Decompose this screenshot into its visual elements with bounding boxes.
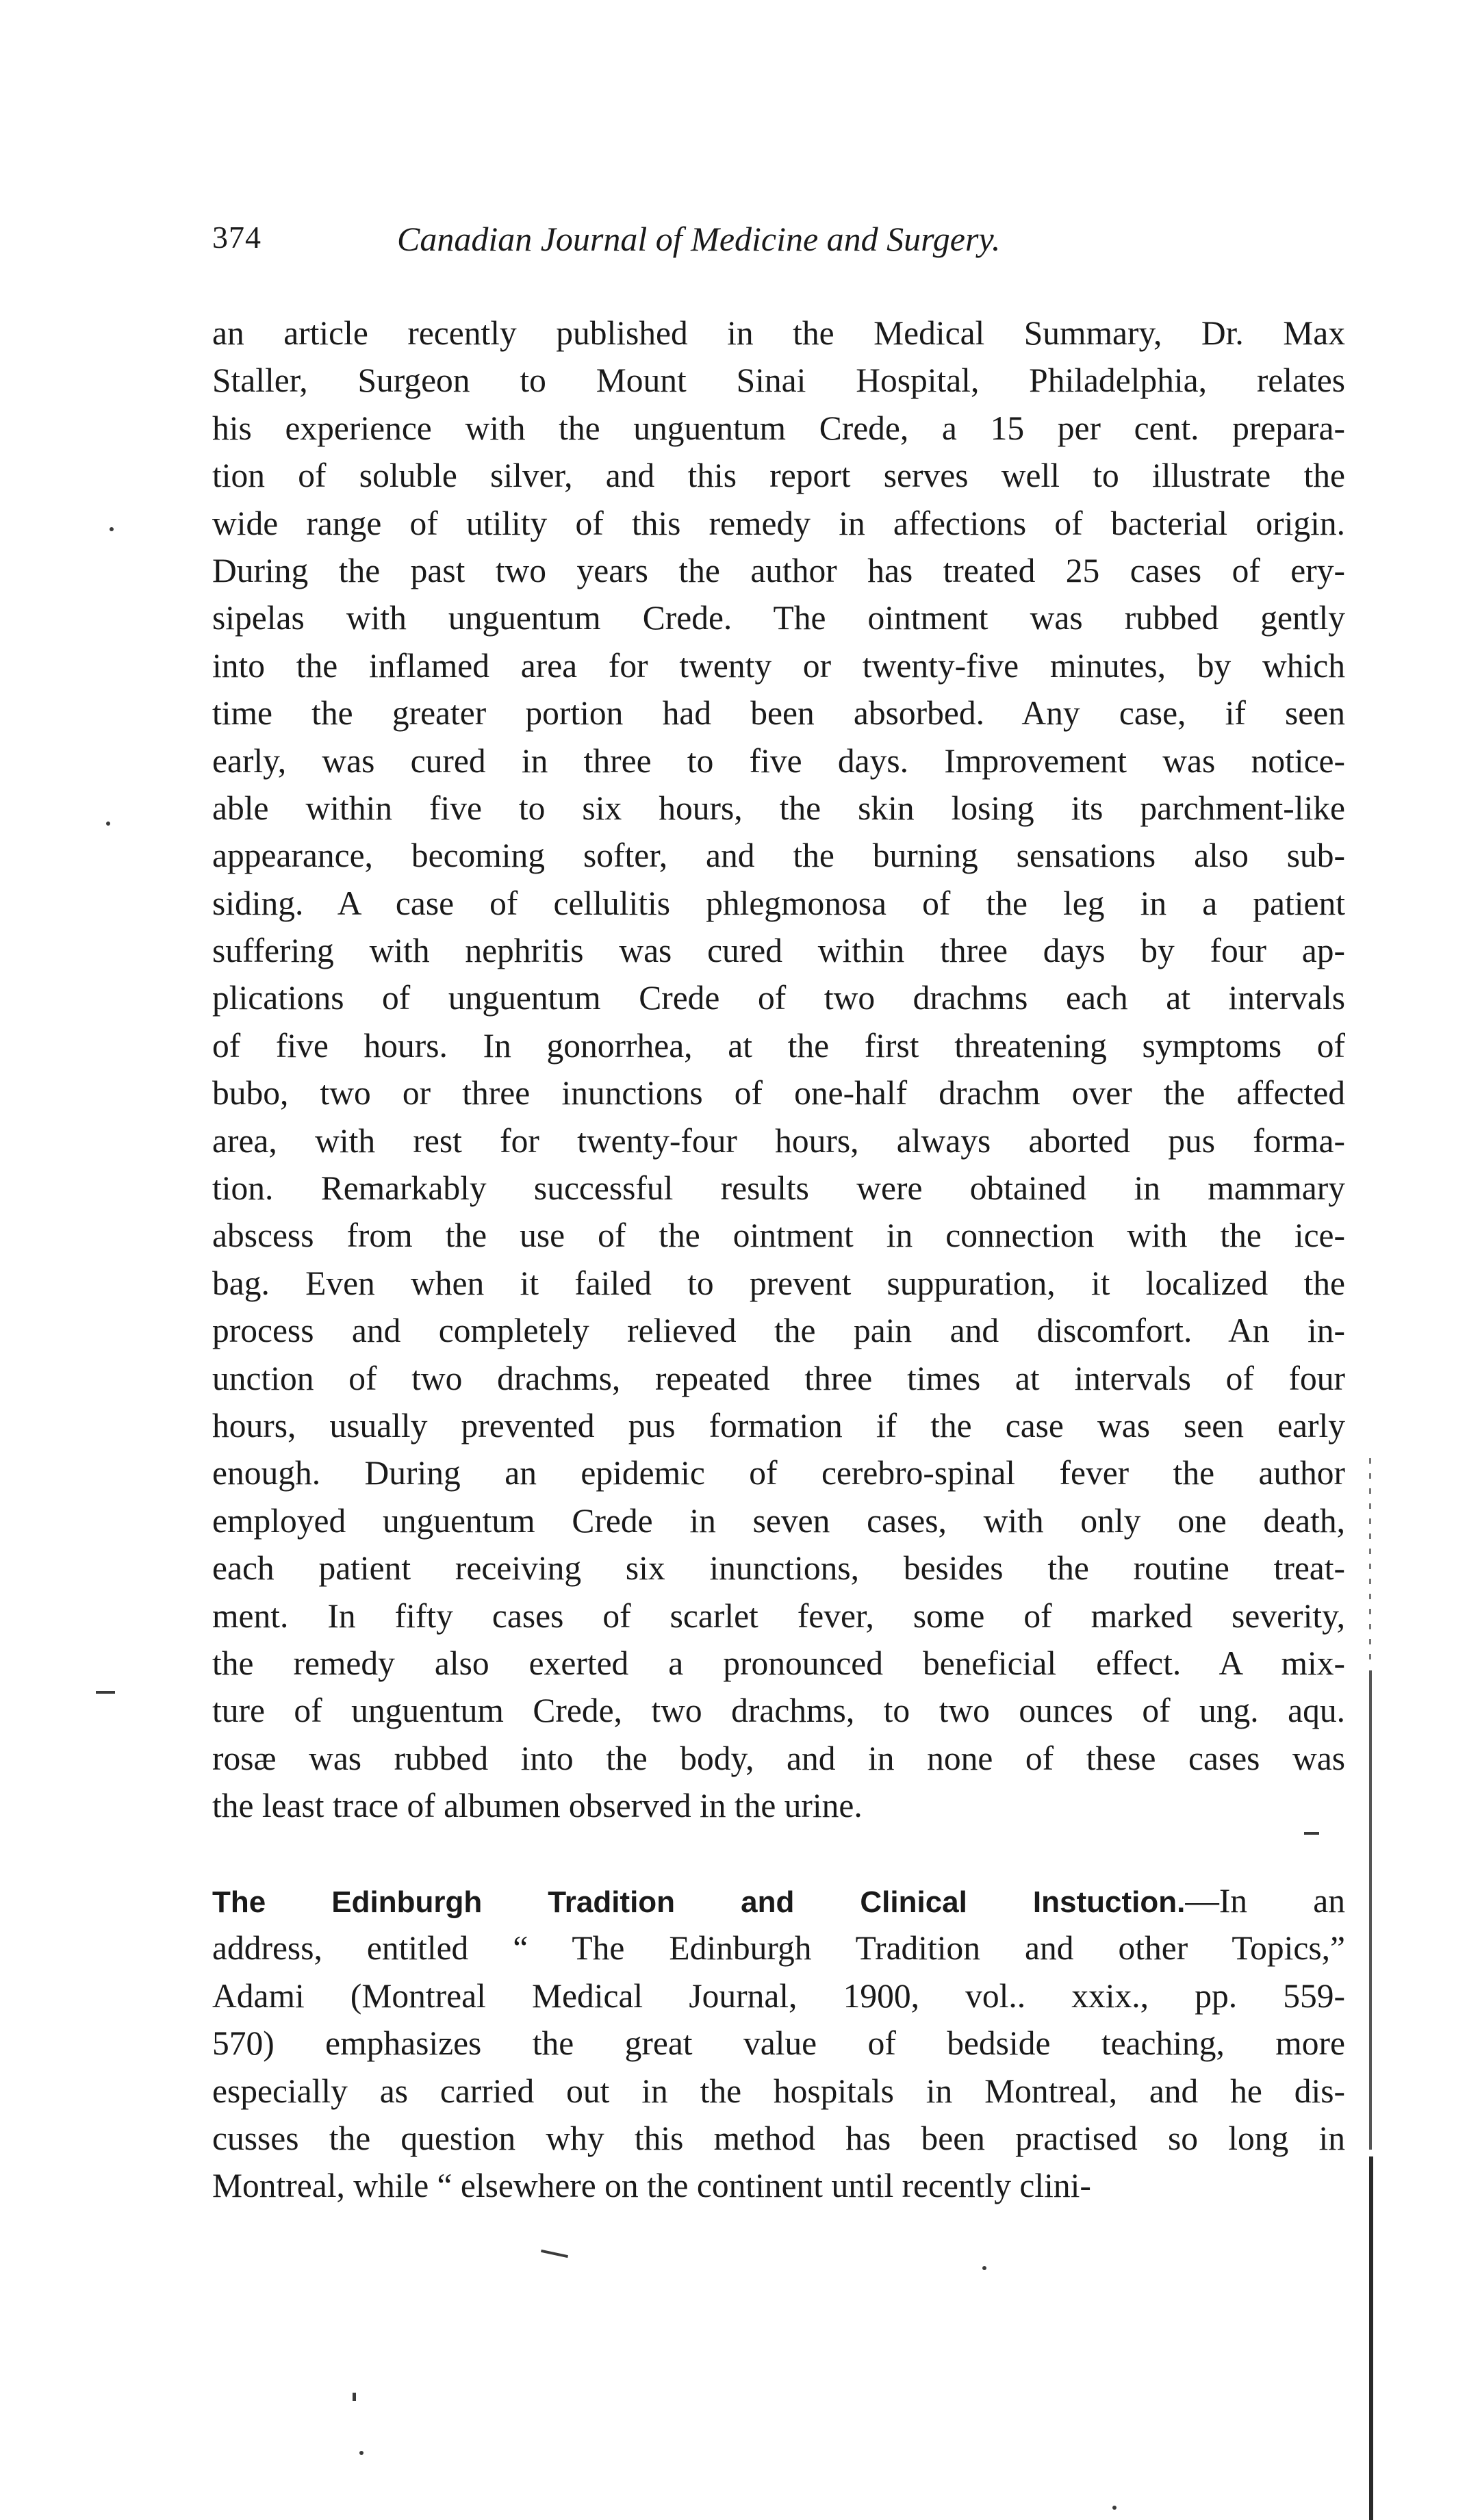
- text-line: sipelas with unguentum Crede. The ointment was rubbed gently: [212, 599, 1345, 637]
- text-line: siding. A case of cellulitis phlegmonosa of the leg in a patient: [212, 884, 1345, 922]
- text-line: Staller, Surgeon to Mount Sinai Hospital, Philadelphia, relates: [212, 361, 1345, 400]
- text-line: able within five to six hours, the skin losing its parchment-like: [212, 789, 1345, 827]
- text-line: the least trace of albumen observed in the urine.: [212, 1787, 863, 1825]
- paragraph-first-line: [212, 1877, 1345, 1924]
- text-line: enough. During an epidemic of cerebro-spinal fever the author: [212, 1454, 1345, 1492]
- scan-dash: [541, 2250, 568, 2258]
- text-line: appearance, becoming softer, and the burning sensations also sub-: [212, 837, 1345, 875]
- text-line: early, was cured in three to five days. Improvement was notice-: [212, 741, 1345, 780]
- text-line: Montreal, while “ elsewhere on the continent until recently clini-: [212, 2167, 1091, 2205]
- text-line: suffering with nephritis was cured within three days by four ap-: [212, 932, 1345, 970]
- text-line: unction of two drachms, repeated three times at intervals of four: [212, 1359, 1345, 1397]
- scan-speck: [359, 2451, 363, 2455]
- text-line: of five hours. In gonorrhea, at the first threatening symptoms of: [212, 1026, 1345, 1065]
- text-line: bubo, two or three inunctions of one-half drachm over the affected: [212, 1074, 1345, 1112]
- text-line: cusses the question why this method has been practised so long in: [212, 2119, 1345, 2157]
- text-line: bag. Even when it failed to prevent suppuration, it localized the: [212, 1264, 1345, 1302]
- text-line: ment. In fifty cases of scarlet fever, some of marked severity,: [212, 1596, 1345, 1635]
- margin-rule: [1369, 1670, 1372, 2150]
- text-line: hours, usually prevented pus formation if the case was seen early: [212, 1406, 1345, 1444]
- text-line: his experience with the unguentum Crede, a 15 per cent. prepara-: [212, 409, 1345, 447]
- text-line: area, with rest for twenty-four hours, always aborted pus forma-: [212, 1121, 1345, 1160]
- section-lead-in: The Edinburgh Tradition and Clinical Instuction.: [212, 1885, 1186, 1919]
- text-line: especially as carried out in the hospitals in Montreal, and he dis-: [212, 2072, 1345, 2110]
- text-line: 570) emphasizes the great value of bedside teaching, more: [212, 2024, 1345, 2063]
- paragraph-unguentum-crede: [212, 309, 1345, 1830]
- scan-speck: [353, 2393, 356, 2401]
- text-line: tion of soluble silver, and this report serves well to illustrate the: [212, 457, 1345, 495]
- text-line: an article recently published in the Medical Summary, Dr. Max: [212, 314, 1345, 352]
- text-line: the remedy also exerted a pronounced beneficial effect. A mix-: [212, 1644, 1345, 1682]
- scan-dash: [1304, 1832, 1319, 1835]
- first-line-rest: —In an: [1185, 1882, 1345, 1920]
- text-line: During the past two years the author has treated 25 cases of ery-: [212, 551, 1345, 589]
- text-line: each patient receiving six inunctions, besides the routine treat-: [212, 1549, 1345, 1588]
- scan-speck: [982, 2266, 986, 2270]
- scan-dash: [96, 1691, 115, 1694]
- running-title: Canadian Journal of Medicine and Surgery.: [397, 220, 1001, 258]
- text-line: employed unguentum Crede in seven cases, with only one death,: [212, 1501, 1345, 1540]
- scan-speck: [106, 822, 110, 826]
- paragraph-edinburgh-tradition: [212, 1877, 1345, 2210]
- text-line: abscess from the use of the ointment in connection with the ice-: [212, 1217, 1345, 1255]
- scan-speck: [110, 527, 114, 531]
- margin-rule: [1369, 1458, 1371, 1664]
- text-line: into the inflamed area for twenty or twenty-five minutes, by which: [212, 646, 1345, 685]
- margin-rule: [1369, 2156, 1373, 2520]
- text-line: tion. Remarkably successful results were obtained in mammary: [212, 1169, 1345, 1208]
- text-line: time the greater portion had been absorbed. Any case, if seen: [212, 694, 1345, 733]
- text-line: wide range of utility of this remedy in affections of bacterial origin.: [212, 504, 1345, 542]
- text-line: rosæ was rubbed into the body, and in none of these cases was: [212, 1739, 1345, 1777]
- scan-speck: [1112, 2506, 1117, 2510]
- page-number: 374: [212, 220, 261, 255]
- text-line: Adami (Montreal Medical Journal, 1900, vol.. xxix., pp. 559-: [212, 1976, 1345, 2015]
- text-line: plications of unguentum Crede of two drachms each at intervals: [212, 979, 1345, 1017]
- text-line: process and completely relieved the pain and discomfort. An in-: [212, 1312, 1345, 1350]
- text-line: address, entitled “ The Edinburgh Tradition and other Topics,”: [212, 1929, 1345, 1968]
- text-line: ture of unguentum Crede, two drachms, to two ounces of ung. aqu.: [212, 1692, 1345, 1730]
